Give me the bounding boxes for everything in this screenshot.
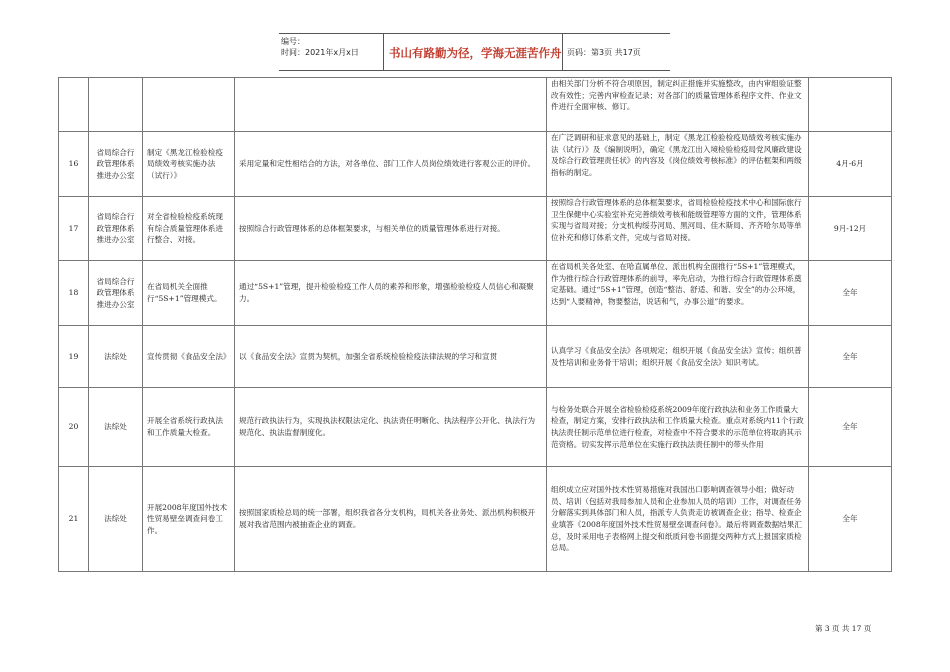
header-divider — [562, 34, 563, 70]
row-department: 法综处 — [89, 388, 143, 467]
row-measures: 由相关部门分析不符合项原因，制定纠正措施并实施整改，由内审组验证整改有效性；完善内审检查记录；对各部门的质量管理体系程序文件、作业文件进行全面审核、修订。 — [547, 78, 809, 132]
table-row — [59, 78, 892, 132]
row-content: 以《食品安全法》宣贯为契机，加强全省系统检验检疫法律法规的学习和宣贯 — [235, 326, 547, 388]
row-department: 省局综合行政管理体系推进办公室 — [89, 197, 143, 261]
row-measures: 组织成立应对国外技术性贸易措施对我国出口影响调查领导小组；做好动员、培训（包括对我局参加人员和企业参加人员的培训）工作，对调查任务分解落实到具体部门和人员，指派专人负责走访被调查企业；指导、检查企业填答《2008年度国外技术性贸易壁垒调查问卷》。最后将调查数据结果汇总，及时采用电子表格网上提交和纸质问卷书面提交两种方式上报国家质检总局。 — [547, 467, 809, 572]
row-number: 17 — [59, 197, 89, 261]
row-measures: 与检务处联合开展全省检验检疫系统2009年度行政执法和业务工作质量大检查，制定方案，安排行政执法和工作质量大检查。重点对系统内11个行政执法责任制示范单位进行检查，对检查中不符合要求的示范单位将取消其示范资格。切实发挥示范单位在实施行政执法责任制中的带头作用 — [547, 388, 809, 467]
row-number: 21 — [59, 467, 89, 572]
row-department: 省局综合行政管理体系推进办公室 — [89, 132, 143, 197]
row-content: 采用定量和定性相结合的方法，对各单位、部门工作人员岗位绩效进行客观公正的评价。 — [235, 132, 547, 197]
row-department: 省局综合行政管理体系 推进办公室 — [89, 261, 143, 326]
page-header — [279, 33, 670, 71]
row-number: 20 — [59, 388, 89, 467]
page-footer: 第 3 页 共 17 页 — [815, 624, 872, 633]
header-motto: 书山有路勤为径，学海无涯苦作舟 — [389, 46, 562, 60]
header-page-info: 页码：第3页 共17页 — [567, 48, 641, 57]
table-row — [59, 261, 892, 326]
table-row — [59, 467, 892, 572]
row-task: 在省局机关全面推行“5S+1”管理模式。 — [143, 261, 235, 326]
row-time: 全年 — [809, 467, 892, 572]
row-time: 全年 — [809, 388, 892, 467]
row-number: 18 — [59, 261, 89, 326]
row-content: 按照国家质检总局的统一部署，组织我省各分支机构，局机关各业务处、派出机构积极开展对我省范围内被抽查企业的调查。 — [235, 467, 547, 572]
row-department: 法综处 — [89, 467, 143, 572]
row-task — [143, 78, 235, 132]
serial-label: 编号： — [281, 37, 305, 46]
table-row — [59, 132, 892, 197]
row-number — [59, 78, 89, 132]
row-time: 9月-12月 — [809, 197, 892, 261]
row-measures: 在省局机关各处室、在哈直属单位、派出机构全面推行“5S+1”管理模式，作为推行综合行政管理体系的前导，率先启动，为推行综合行政管理体系奠定基础。通过“5S+1”管理，创造“整洁、舒适、和谐、安全”的办公环境，达到“人要精神，物要整洁，说话和气，办事公道”的要求。 — [547, 261, 809, 326]
header-meta — [281, 36, 379, 58]
table-row — [59, 388, 892, 467]
row-content: 规范行政执法行为，实现执法权限法定化、执法责任明晰化、执法程序公开化、执法行为规范化、执法监督制度化。 — [235, 388, 547, 467]
row-measures: 按照综合行政管理体系的总体框架要求，省局检验检疫技术中心和国际旅行卫生保健中心实验室补充完善绩效考核和能级管理等方面的文件，管理体系实现与省局对接；分支机构绥芬河局、黑河局、佳木斯局、齐齐哈尔局等单位补充和修订体系文件，完成与省局对接。 — [547, 197, 809, 261]
header-divider — [383, 34, 384, 70]
row-content: 通过“5S+1”管理，提升检验检疫工作人员的素养和形象，增强检验检疫人员信心和凝聚力。 — [235, 261, 547, 326]
row-time: 4月-6月 — [809, 132, 892, 197]
row-number: 16 — [59, 132, 89, 197]
work-plan-table — [58, 77, 892, 572]
row-task: 宣传贯彻《食品安全法》 — [143, 326, 235, 388]
row-time: 全年 — [809, 261, 892, 326]
row-number: 19 — [59, 326, 89, 388]
row-task: 开展全省系统行政执法和工作质量大检查。 — [143, 388, 235, 467]
row-time: 全年 — [809, 326, 892, 388]
time-label: 时间：2021年x月x日 — [281, 48, 359, 57]
table-row — [59, 326, 892, 388]
row-department: 法综处 — [89, 326, 143, 388]
row-content: 按照综合行政管理体系的总体框架要求，与相关单位的质量管理体系进行对接。 — [235, 197, 547, 261]
table-row — [59, 197, 892, 261]
row-content — [235, 78, 547, 132]
row-department — [89, 78, 143, 132]
row-measures: 认真学习《食品安全法》各项规定；组织开展《食品安全法》宣传；组织普及性培训和业务骨干培训；组织开展《食品安全法》知识考试。 — [547, 326, 809, 388]
row-time — [809, 78, 892, 132]
row-task: 开展2008年度国外技术性贸易壁垒调查问卷工作。 — [143, 467, 235, 572]
row-measures: 在广泛调研和征求意见的基础上，制定《黑龙江检验检疫局绩效考核实施办法（试行）》及《编制说明》，确定《黑龙江出入境检验检疫局党风廉政建设及综合行政管理责任状》的内容及《岗位绩效考核标准》的评估框架和两级指标的制定。 — [547, 132, 809, 197]
row-task: 制定《黑龙江检验检疫局绩效考核实施办法（试行）》 — [143, 132, 235, 197]
row-task: 对全省检验检疫系统现有综合质量管理体系进行整合、对接。 — [143, 197, 235, 261]
